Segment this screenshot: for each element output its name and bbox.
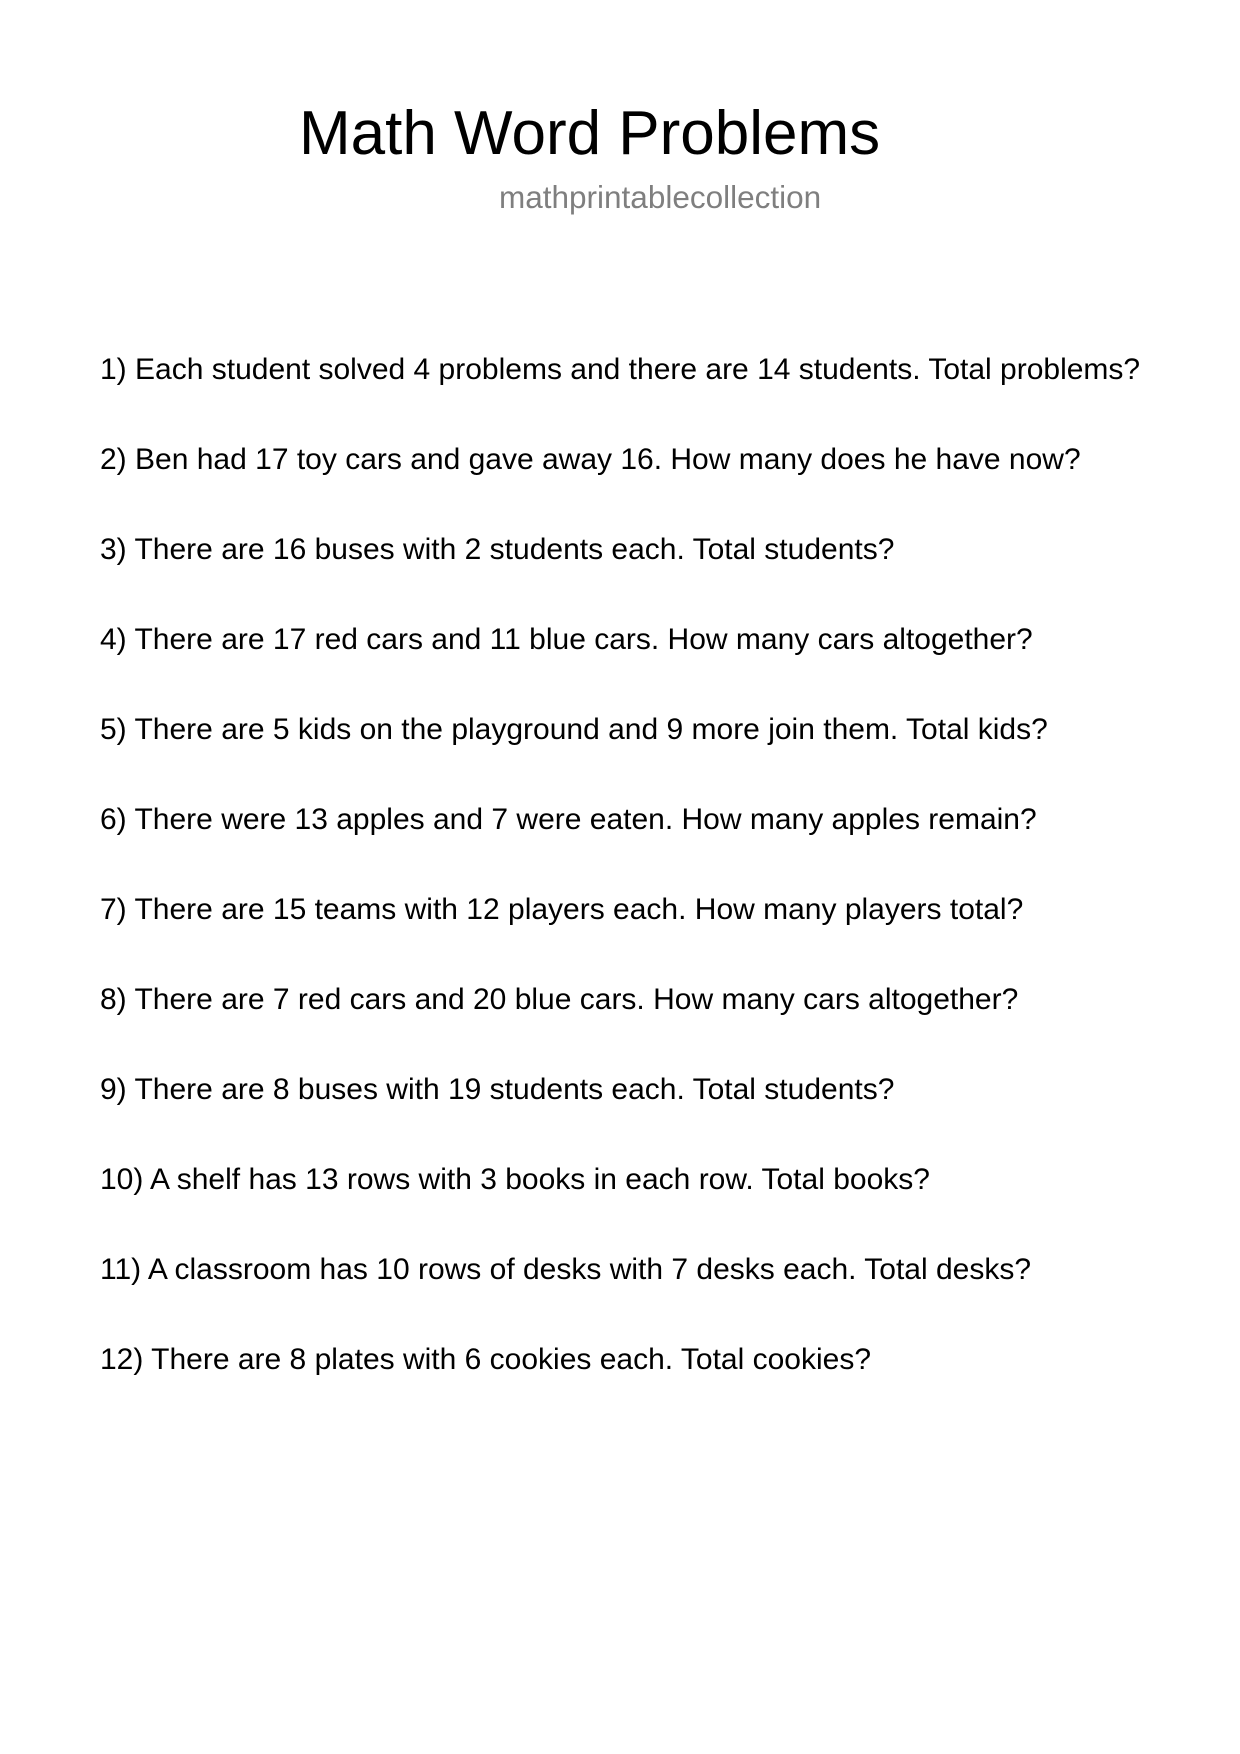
problem-text: There are 8 plates with 6 cookies each. Total cookies? — [151, 1343, 872, 1376]
problem-number: 2) — [100, 443, 127, 476]
problem-number: 4) — [100, 623, 127, 656]
problem-number: 8) — [100, 983, 127, 1016]
problem-item — [100, 1162, 1240, 1252]
page-subtitle: mathprintablecollection — [499, 179, 822, 215]
problem-text: There were 13 apples and 7 were eaten. How many apples remain? — [134, 803, 1037, 836]
page-title: Math Word Problems — [299, 99, 881, 168]
problem-text: A shelf has 13 rows with 3 books in each row. Total books? — [150, 1163, 930, 1196]
problem-text: Each student solved 4 problems and there are 14 students. Total problems? — [135, 353, 1141, 386]
problem-item — [100, 622, 1240, 712]
problem-item — [100, 802, 1240, 892]
problem-list — [100, 352, 1240, 1432]
problem-number: 11) — [100, 1253, 142, 1286]
problem-number: 1) — [100, 353, 127, 386]
problem-item — [100, 1342, 1240, 1432]
problem-item — [100, 352, 1240, 442]
problem-item — [100, 982, 1240, 1072]
problem-text: Ben had 17 toy cars and gave away 16. How many does he have now? — [135, 443, 1081, 476]
problem-number: 7) — [100, 893, 127, 926]
problem-number: 6) — [100, 803, 127, 836]
problem-number: 3) — [100, 533, 127, 566]
problem-text: There are 16 buses with 2 students each. Total students? — [134, 533, 895, 566]
problem-text: There are 8 buses with 19 students each. Total students? — [134, 1073, 895, 1106]
problem-item — [100, 1252, 1240, 1342]
problem-text: A classroom has 10 rows of desks with 7 desks each. Total desks? — [147, 1253, 1032, 1286]
problem-text: There are 7 red cars and 20 blue cars. How many cars altogether? — [134, 983, 1019, 1016]
problem-item — [100, 892, 1240, 982]
problem-number: 9) — [100, 1073, 127, 1106]
problem-item — [100, 712, 1240, 802]
problem-item — [100, 532, 1240, 622]
problem-text: There are 17 red cars and 11 blue cars. How many cars altogether? — [134, 623, 1033, 656]
problem-number: 12) — [100, 1343, 144, 1376]
problem-text: There are 15 teams with 12 players each. How many players total? — [134, 893, 1024, 926]
problem-item — [100, 1072, 1240, 1162]
problem-item — [100, 442, 1240, 532]
problem-text: There are 5 kids on the playground and 9 more join them. Total kids? — [134, 713, 1048, 746]
problem-number: 10) — [100, 1163, 144, 1196]
problem-number: 5) — [100, 713, 127, 746]
